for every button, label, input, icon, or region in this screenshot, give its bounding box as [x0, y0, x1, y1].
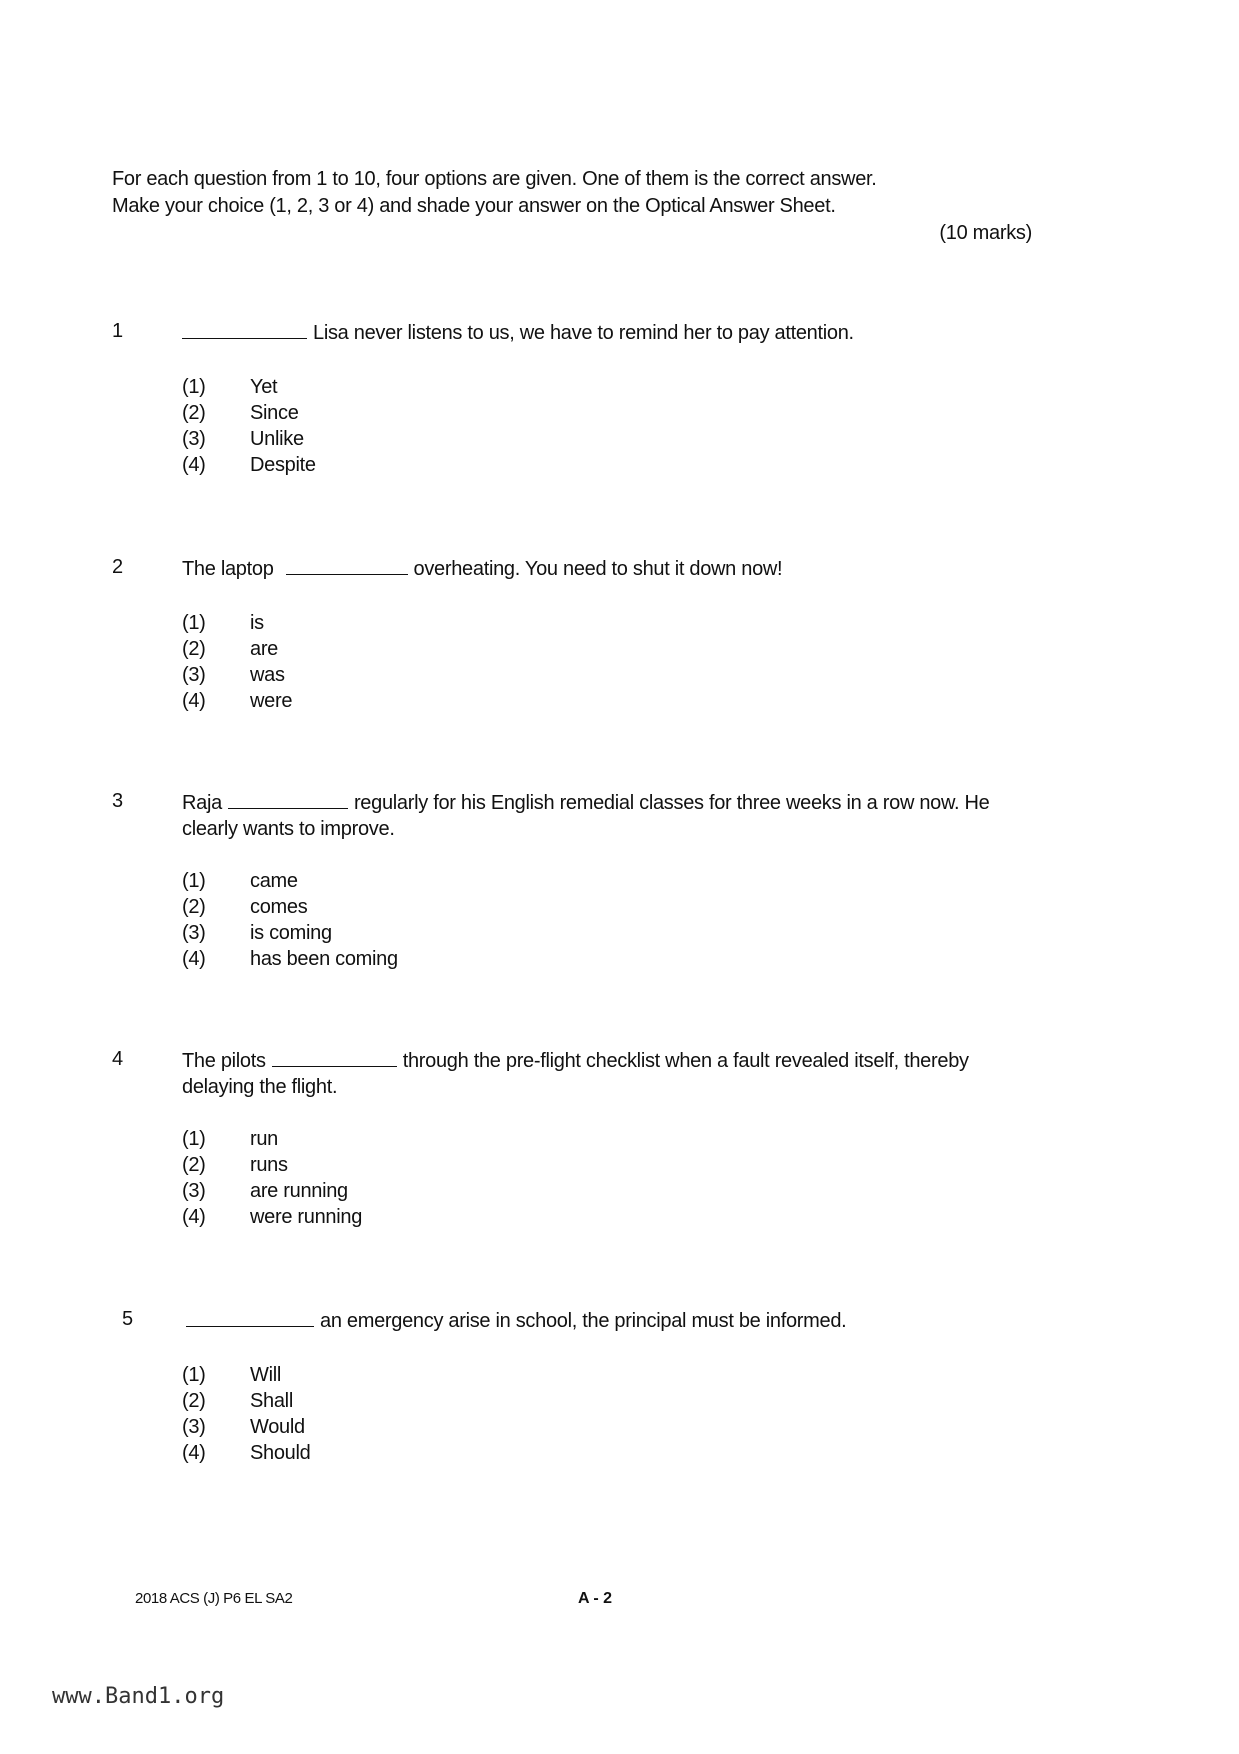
option-2: (2) comes	[182, 896, 308, 918]
question-number: 5	[122, 1308, 133, 1330]
option-list	[182, 610, 292, 714]
option-3: (3) are running	[182, 1180, 348, 1202]
option-2: (2) Since	[182, 402, 299, 424]
option-1: (1) Will	[182, 1364, 282, 1386]
option-1: (1) came	[182, 870, 298, 892]
answer-blank	[186, 1308, 314, 1327]
option-4: (4) has been coming	[182, 948, 398, 970]
option-1: (1) run	[182, 1128, 279, 1150]
option-4: (4) were running	[182, 1206, 363, 1228]
option-1: (1) Yet	[182, 376, 278, 398]
question-text: The laptop overheating. You need to shut it down now!	[182, 558, 783, 580]
question-number: 4	[112, 1048, 123, 1070]
page-number: A - 2	[578, 1590, 613, 1607]
instructions-line-1: For each question from 1 to 10, four options are given. One of them is the correct answer.	[112, 168, 877, 190]
question-number: 3	[112, 790, 123, 812]
question-text: Raja regularly for his English remedial classes for three weeks in a row now. He clearly wants to improve.	[182, 792, 990, 840]
option-3: (3) Unlike	[182, 428, 304, 450]
question-number: 1	[112, 320, 123, 342]
option-2: (2) are	[182, 638, 279, 660]
question-text: Lisa never listens to us, we have to remind her to pay attention.	[182, 320, 1042, 346]
instructions-line-2: Make your choice (1, 2, 3 or 4) and shade your answer on the Optical Answer Sheet.	[112, 195, 836, 217]
answer-blank	[286, 556, 408, 575]
question-text: an emergency arise in school, the principal must be informed.	[182, 1308, 1042, 1334]
question-text: The pilots through the pre-flight checklist when a fault revealed itself, thereby delaying the flight.	[182, 1050, 969, 1098]
option-2: (2) runs	[182, 1154, 288, 1176]
option-2: (2) Shall	[182, 1390, 293, 1412]
option-4: (4) were	[182, 690, 293, 712]
question-number: 2	[112, 556, 123, 578]
option-1: (1) is	[182, 612, 264, 634]
option-list	[182, 374, 316, 478]
option-3: (3) is coming	[182, 922, 332, 944]
option-3: (3) was	[182, 664, 285, 686]
option-4: (4) Despite	[182, 454, 316, 476]
option-3: (3) Would	[182, 1416, 305, 1438]
answer-blank	[228, 790, 348, 809]
watermark-url: www.Band1.org	[52, 1684, 225, 1709]
option-4: (4) Should	[182, 1442, 311, 1464]
answer-blank	[272, 1048, 397, 1067]
total-marks: (10 marks)	[939, 222, 1032, 244]
answer-blank	[182, 320, 307, 339]
option-list	[182, 1362, 310, 1466]
option-list	[182, 868, 398, 972]
exam-code: 2018 ACS (J) P6 EL SA2	[135, 1590, 293, 1607]
instructions	[112, 166, 1032, 220]
option-list	[182, 1126, 362, 1230]
